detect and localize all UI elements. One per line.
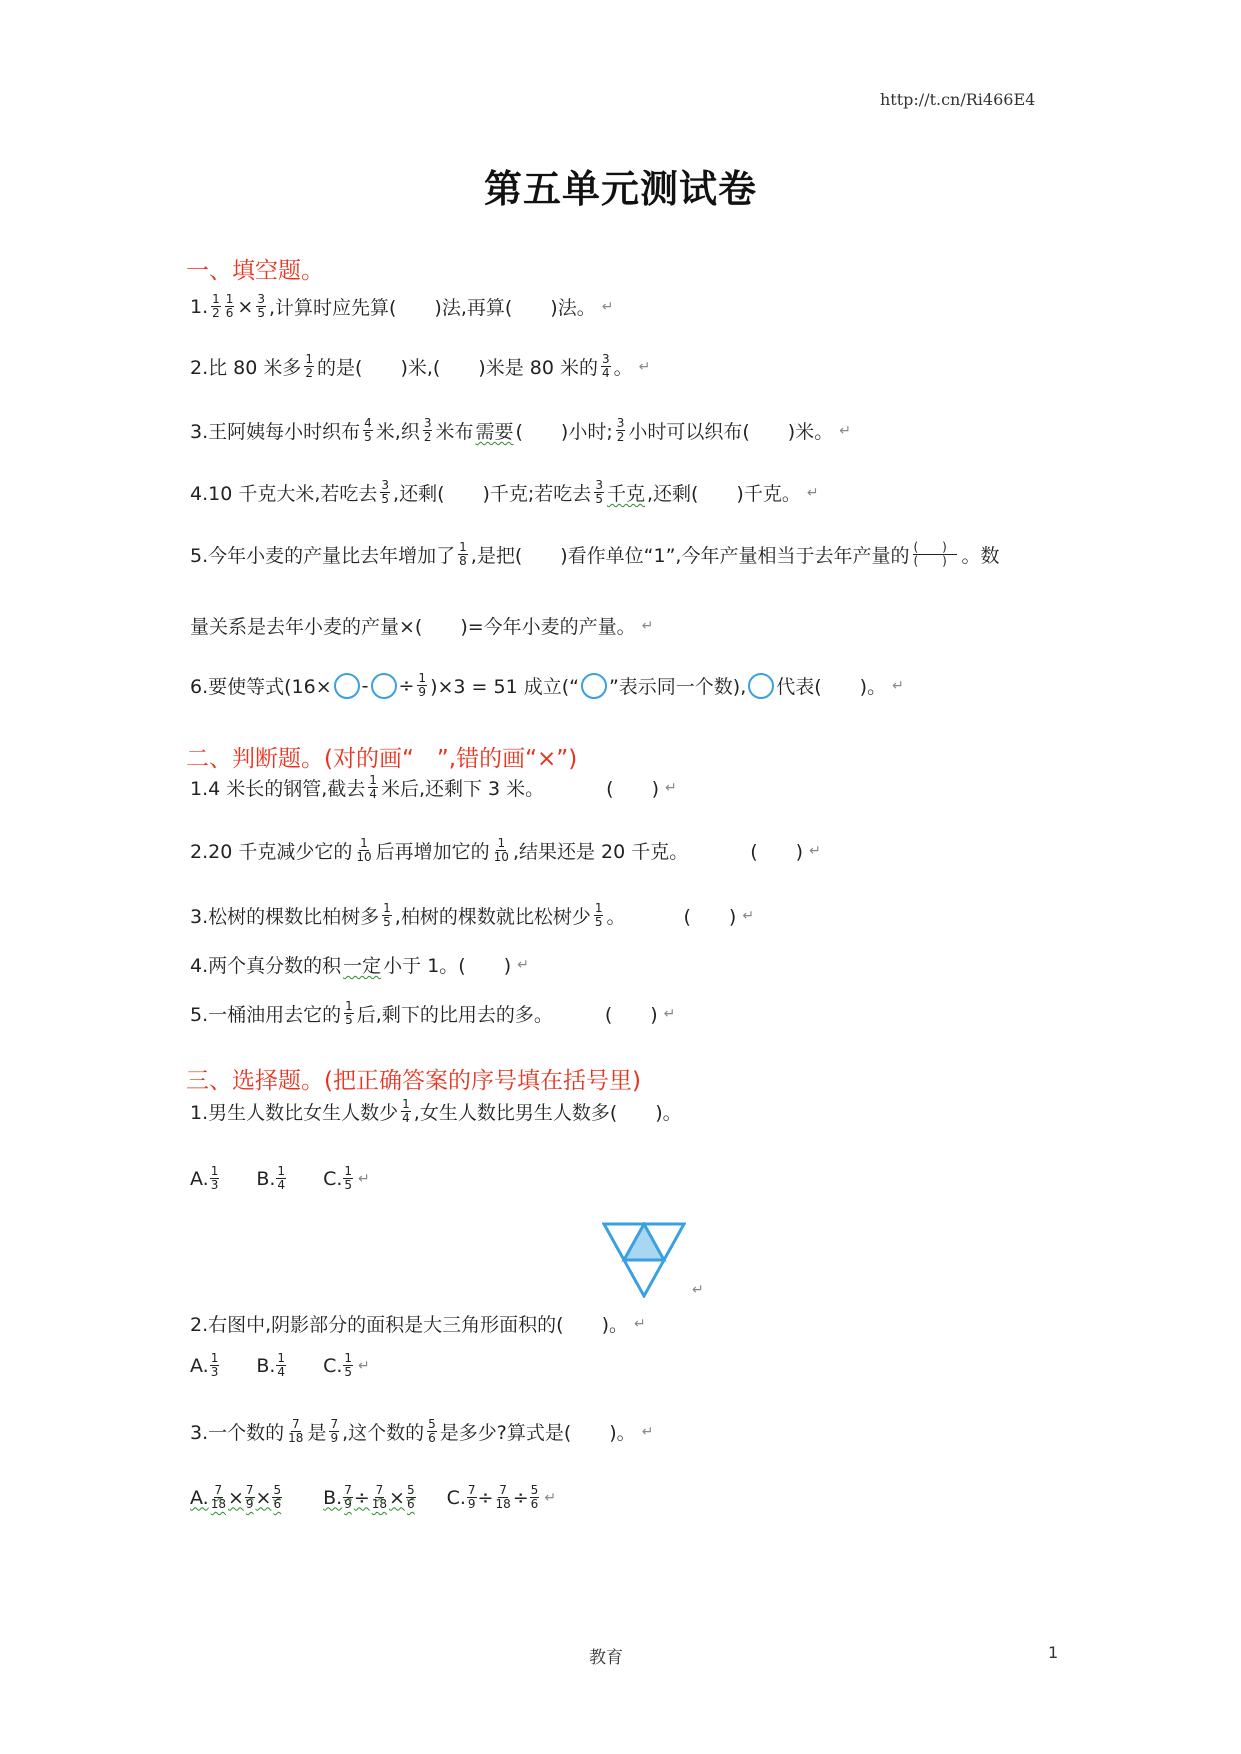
q-text: 1.4 米长的钢管,截去: [190, 778, 366, 800]
q-text: ”表示同一个数),: [608, 676, 747, 698]
q-text: ,还剩( )千克。: [646, 483, 801, 505]
answer-paren: ( ): [750, 841, 804, 863]
q-text: ,柏树的棵数就比松树少: [394, 906, 591, 928]
q-text: 量关系是去年小麦的产量×( )=今年小麦的产量。: [190, 616, 636, 638]
q-text: ÷: [398, 674, 415, 697]
q-text: 3.松树的棵数比柏树多: [190, 906, 380, 928]
q-text: 一定: [343, 955, 382, 977]
q-text: )×3 = 51 成立(“: [430, 676, 579, 698]
q-text: 米,织: [375, 421, 420, 443]
option-a[interactable]: A. $\frac{7}{18}$ × $\frac{7}{9}$ × $\frac{5}{6}$: [190, 1483, 282, 1511]
option-b[interactable]: B. $\frac{1}{4}$: [256, 1164, 286, 1192]
q-text: ×: [237, 295, 254, 318]
q-text: 是: [307, 1422, 327, 1444]
fraction: $\frac{3}{5}$: [257, 292, 265, 320]
option-c[interactable]: C. $\frac{7}{9}$ ÷ $\frac{7}{18}$ ÷ $\frac{5}{6}$ ↵: [446, 1483, 557, 1511]
q-text: ( )小时;: [515, 421, 613, 443]
q-text: 是多少?算式是( )。: [439, 1422, 636, 1444]
q-text: ,还剩( )千克;若吃去: [393, 483, 592, 505]
paragraph-mark: ↵: [809, 842, 821, 859]
fraction: $\frac{1}{10}$: [493, 836, 509, 864]
fill-question-5: [190, 541, 999, 568]
fraction: $\frac{7}{18}$: [288, 1417, 304, 1445]
fill-question-3: [190, 417, 851, 444]
fraction: $\frac{1}{2}$: [212, 292, 220, 320]
q-text: 后,剩下的比用去的多。: [356, 1004, 553, 1026]
circle-symbol: [371, 673, 397, 699]
fraction: $\frac{3}{2}$: [616, 416, 625, 444]
blank-fraction: $\frac{( )}{( )}$: [913, 541, 957, 568]
q-text: ,结果还是 20 千克。: [512, 841, 689, 863]
q-text: 6.要使等式(16×: [190, 676, 332, 698]
circle-symbol: [748, 673, 774, 699]
option-c[interactable]: C. $\frac{1}{5}$ ↵: [323, 1164, 370, 1192]
paragraph-mark: ↵: [517, 956, 529, 973]
option-a[interactable]: A. $\frac{1}{3}$: [190, 1164, 219, 1192]
fill-question-2: [190, 353, 650, 380]
q-text: 。: [606, 906, 626, 928]
fraction: $\frac{1}{6}$: [225, 292, 234, 320]
choice-3-options: [190, 1484, 592, 1511]
paragraph-mark: ↵: [806, 484, 819, 501]
paragraph-mark: ↵: [641, 1423, 654, 1440]
page-title: 第五单元测试卷: [483, 167, 757, 211]
judge-question-5: [190, 1000, 675, 1027]
q-text: 小时可以织布( )米。: [628, 421, 834, 443]
fraction: $\frac{1}{8}$: [459, 540, 467, 568]
q-text: 2.20 千克减少它的: [190, 841, 353, 863]
choice-question-1: [190, 1098, 682, 1125]
choice-1-options: [190, 1165, 406, 1192]
paragraph-mark: ↵: [742, 907, 755, 924]
q-text: 需要: [475, 421, 514, 443]
q-text: 米后,还剩下 3 米。: [380, 778, 545, 800]
paragraph-mark: ↵: [641, 617, 654, 634]
fraction: $\frac{3}{5}$: [381, 478, 390, 506]
circle-symbol: [581, 673, 607, 699]
judge-question-1: [190, 774, 677, 801]
section-choice-heading: 三、选择题。(把正确答案的序号填在括号里): [186, 1068, 641, 1094]
paragraph-mark: ↵: [634, 1315, 646, 1332]
q-text: 2.右图中,阴影部分的面积是大三角形面积的( )。: [190, 1314, 628, 1336]
footer-text: 教育: [589, 1648, 623, 1668]
q-text: 1.男生人数比女生人数少: [190, 1102, 399, 1124]
paragraph-mark: ↵: [692, 1282, 704, 1298]
triangle-figure: [602, 1222, 686, 1298]
fraction: $\frac{3}{5}$: [595, 478, 603, 506]
q-text: ,女生人数比男生人数多( )。: [413, 1102, 682, 1124]
q-text: 2.比 80 米多: [190, 357, 302, 379]
fill-question-4: [190, 479, 819, 506]
option-b[interactable]: B. $\frac{7}{9}$ ÷ $\frac{7}{18}$ × $\frac{5}{6}$: [323, 1483, 415, 1511]
answer-paren: ( ): [683, 906, 737, 928]
choice-2-options: [190, 1352, 406, 1379]
choice-question-3: [190, 1418, 653, 1445]
judge-question-4: [190, 951, 529, 978]
section-fill-heading: 一、填空题。: [186, 258, 324, 284]
q-text: 3.王阿姨每小时织布: [190, 421, 361, 443]
header-url: http://t.cn/Ri466E4: [880, 90, 1036, 109]
fraction: $\frac{1}{9}$: [418, 671, 427, 699]
q-text: 1.: [190, 295, 209, 318]
fill-question-1: [190, 293, 613, 320]
paragraph-mark: ↵: [892, 677, 904, 694]
q-text: 米布: [435, 421, 474, 443]
q-text: ,计算时应先算( )法,再算( )法。: [268, 297, 596, 319]
fraction: $\frac{1}{4}$: [369, 773, 377, 801]
option-b[interactable]: B. $\frac{1}{4}$: [256, 1351, 286, 1379]
q-text: -: [361, 674, 369, 697]
q-text: ,这个数的: [342, 1422, 425, 1444]
judge-question-2: [190, 837, 821, 864]
fraction: $\frac{1}{4}$: [402, 1097, 410, 1125]
q-text: 4.两个真分数的积: [190, 955, 342, 977]
q-text: 后再增加它的: [375, 841, 490, 863]
q-text: 小于 1。( ): [383, 955, 512, 977]
answer-paren: ( ): [604, 1004, 658, 1026]
q-text: 。: [613, 357, 633, 379]
fill-question-6: [190, 672, 904, 699]
q-text: 的是( )米,( )米是 80 米的: [317, 357, 598, 379]
fraction: $\frac{1}{10}$: [356, 836, 372, 864]
answer-paren: ( ): [606, 778, 659, 800]
choice-question-2: [190, 1310, 646, 1337]
fraction: $\frac{1}{2}$: [305, 352, 314, 380]
page-number: 1: [1048, 1643, 1059, 1662]
section-judge-heading: 二、判断题。(对的画“ ”,错的画“×”): [186, 746, 578, 772]
q-text: 4.10 千克大米,若吃去: [190, 483, 378, 505]
judge-question-3: [190, 902, 754, 929]
paragraph-mark: ↵: [601, 298, 614, 315]
fraction: $\frac{1}{5}$: [383, 901, 391, 929]
paragraph-mark: ↵: [663, 1005, 676, 1022]
option-a[interactable]: A. $\frac{1}{3}$: [190, 1351, 219, 1379]
paragraph-mark: ↵: [839, 422, 851, 439]
fraction: $\frac{7}{9}$: [330, 1417, 339, 1445]
q-text: 5.今年小麦的产量比去年增加了: [190, 545, 456, 567]
q-text: 。数: [961, 545, 1000, 567]
paragraph-mark: ↵: [664, 779, 677, 796]
q-text: 代表( )。: [776, 676, 887, 698]
circle-symbol: [334, 673, 360, 699]
fraction: $\frac{5}{6}$: [428, 1417, 436, 1445]
option-c[interactable]: C. $\frac{1}{5}$ ↵: [323, 1351, 370, 1379]
fraction: $\frac{4}{5}$: [364, 416, 372, 444]
fraction: $\frac{3}{4}$: [601, 352, 610, 380]
fraction: $\frac{3}{2}$: [423, 416, 432, 444]
q-text: ,是把( )看作单位“1”,今年产量相当于去年产量的: [470, 545, 910, 567]
paragraph-mark: ↵: [638, 358, 651, 375]
fraction: $\frac{1}{5}$: [345, 999, 353, 1027]
q-text: 3.一个数的: [190, 1422, 285, 1444]
fill-question-5-line2: [190, 612, 653, 639]
q-text: 5.一桶油用去它的: [190, 1004, 342, 1026]
fraction: $\frac{1}{5}$: [594, 901, 603, 929]
q-text: 千克: [606, 483, 645, 505]
